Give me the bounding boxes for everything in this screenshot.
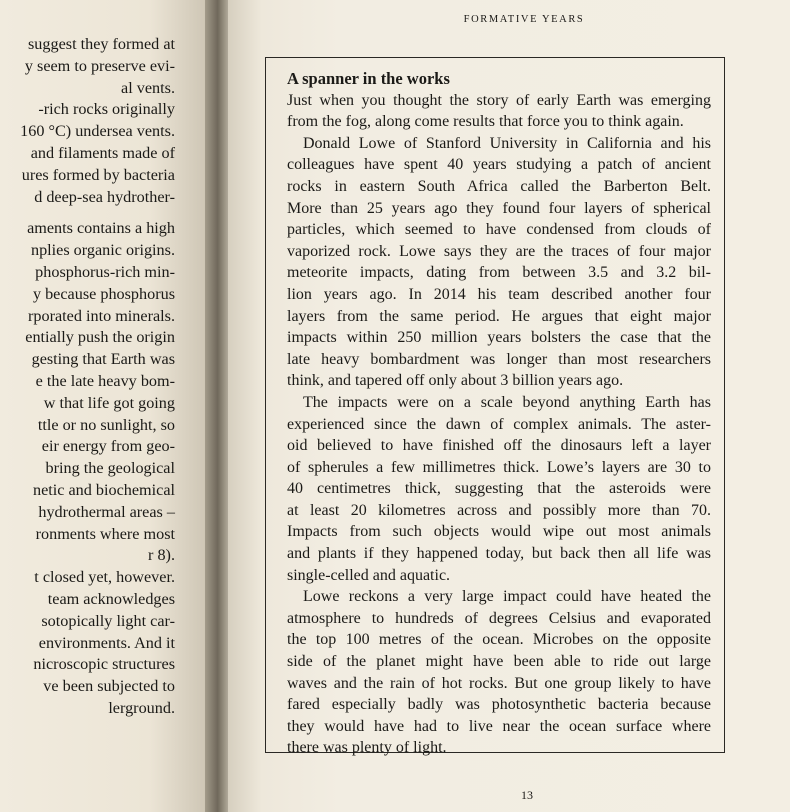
sidebar-text-line: experienced since the dawn of complex animals. The aster-: [287, 415, 711, 433]
sidebar-text-line: think, and tapered off only about 3 billion years ago.: [287, 372, 624, 390]
left-text-line: sotopically light car-: [41, 611, 175, 630]
sidebar-text-line: fared especially badly was photosynthetic bacteria because: [287, 696, 711, 714]
left-text-line: rporated into minerals.: [28, 306, 175, 325]
left-page-text: [0, 34, 205, 720]
left-text-line: gesting that Earth was: [31, 350, 175, 369]
sidebar-text-line: single-celled and aquatic.: [287, 566, 451, 584]
left-text-line: ures formed by bacteria: [21, 165, 175, 184]
sidebar-text-line: The impacts were on a scale beyond anything Earth has: [303, 393, 711, 411]
sidebar-text-line: impacts within 250 million years bolsters the case that the: [287, 329, 711, 347]
sidebar-box-content: [287, 68, 711, 759]
sidebar-text-line: at least 20 kilometres across and possibly more than 70.: [287, 501, 711, 519]
sidebar-paragraph: [287, 133, 711, 392]
left-text-line: r 8).: [148, 546, 175, 565]
left-text-line: netic and biochemical: [32, 480, 175, 499]
left-text-line: ve been subjected to: [43, 677, 175, 696]
sidebar-text-line: vaporized rock. Lowe says they are the traces of four major: [287, 242, 711, 260]
sidebar-text-line: Donald Lowe of Stanford University in California and his: [303, 134, 711, 152]
left-text-line: eir energy from geo-: [41, 437, 175, 456]
left-text-line: d deep-sea hydrother-: [34, 187, 175, 206]
left-text-line: -rich rocks originally: [38, 100, 175, 119]
running-head: FORMATIVE YEARS: [463, 14, 585, 25]
left-text-line: y seem to preserve evi-: [24, 56, 175, 75]
sidebar-text-line: late heavy bombardment was longer than most researchers: [287, 350, 711, 368]
right-page: [228, 0, 790, 812]
sidebar-text-line: lion years ago. In 2014 his team described another four: [287, 285, 711, 303]
sidebar-text-line: More than 25 years ago they found four layers of spherical: [287, 199, 711, 217]
sidebar-text-line: colleagues have spent 40 years studying a patch of ancient: [287, 156, 711, 174]
sidebar-text-line: atmosphere to hundreds of degrees Celsius and evaporated: [287, 609, 711, 627]
sidebar-box-title: A spanner in the works: [287, 69, 450, 88]
sidebar-paragraph: [287, 392, 711, 586]
left-text-line: phosphorus-rich min-: [35, 262, 175, 281]
sidebar-paragraph: [287, 586, 711, 759]
left-text-line: al vents.: [121, 78, 175, 97]
sidebar-text-line: Just when you thought the story of early Earth was emerging: [287, 91, 711, 109]
sidebar-text-line: Impacts from such objects would wipe out most animals: [287, 523, 711, 541]
sidebar-text-line: meteorite impacts, dating from between 3.5 and 3.2 bil-: [287, 264, 711, 282]
left-text-line: bring the geological: [45, 459, 175, 478]
sidebar-text-line: and plants if they happened today, but back then all life was: [287, 545, 711, 563]
sidebar-text-line: particles, which seemed to have condensed from clouds of: [287, 221, 711, 239]
left-text-line: entially push the origin: [25, 328, 175, 347]
left-text-line: ronments where most: [35, 524, 175, 543]
left-text-line: e the late heavy bom-: [35, 371, 175, 390]
left-text-line: 160 °C) undersea vents.: [20, 122, 175, 141]
sidebar-paragraph: [287, 90, 711, 133]
left-text-line: environments. And it: [38, 633, 175, 652]
left-text-line: ttle or no sunlight, so: [37, 415, 175, 434]
sidebar-text-line: of spherules a few millimetres thick. Lowe’s layers are 30 to: [287, 458, 711, 476]
left-text-line: suggest they formed at: [28, 35, 175, 53]
sidebar-text-line: layers from the same period. He argues that eight major: [287, 307, 711, 325]
left-text-line: [0, 208, 205, 218]
sidebar-text-line: side of the planet might have been able to ride out large: [287, 653, 711, 671]
left-text-line: lerground.: [108, 698, 175, 717]
left-page: [0, 0, 213, 812]
sidebar-text-line: they would have had to live near the ocean surface where: [287, 717, 711, 735]
left-text-line: team acknowledges: [47, 589, 175, 608]
sidebar-text-line: from the fog, along come results that force you to think again.: [287, 113, 684, 131]
left-text-line: and filaments made of: [30, 143, 175, 162]
left-text-line: t closed yet, however.: [34, 568, 175, 587]
left-text-line: w that life got going: [43, 393, 175, 412]
sidebar-text-line: rocks in eastern South Africa called the Barberton Belt.: [287, 177, 711, 195]
sidebar-text-line: oid believed to have finished off the dinosaurs left a layer: [287, 437, 711, 455]
sidebar-text-line: the top 100 metres of the ocean. Microbes on the opposite: [287, 631, 711, 649]
sidebar-box: [265, 57, 725, 757]
left-text-line: y because phosphorus: [32, 284, 175, 303]
sidebar-text-line: waves and the rain of hot rocks. But one group likely to have: [287, 674, 711, 692]
page-number: 13: [521, 788, 533, 802]
sidebar-text-line: Lowe reckons a very large impact could have heated the: [303, 588, 711, 606]
left-text-line: nicroscopic structures: [33, 655, 175, 674]
sidebar-text-line: there was plenty of light.: [287, 739, 447, 757]
sidebar-text-line: 40 centimetres thick, suggesting that the asteroids were: [287, 480, 711, 498]
left-text-line: hydrothermal areas –: [38, 502, 175, 521]
left-text-line: nplies organic origins.: [30, 241, 175, 260]
left-text-line: aments contains a high: [27, 219, 175, 238]
